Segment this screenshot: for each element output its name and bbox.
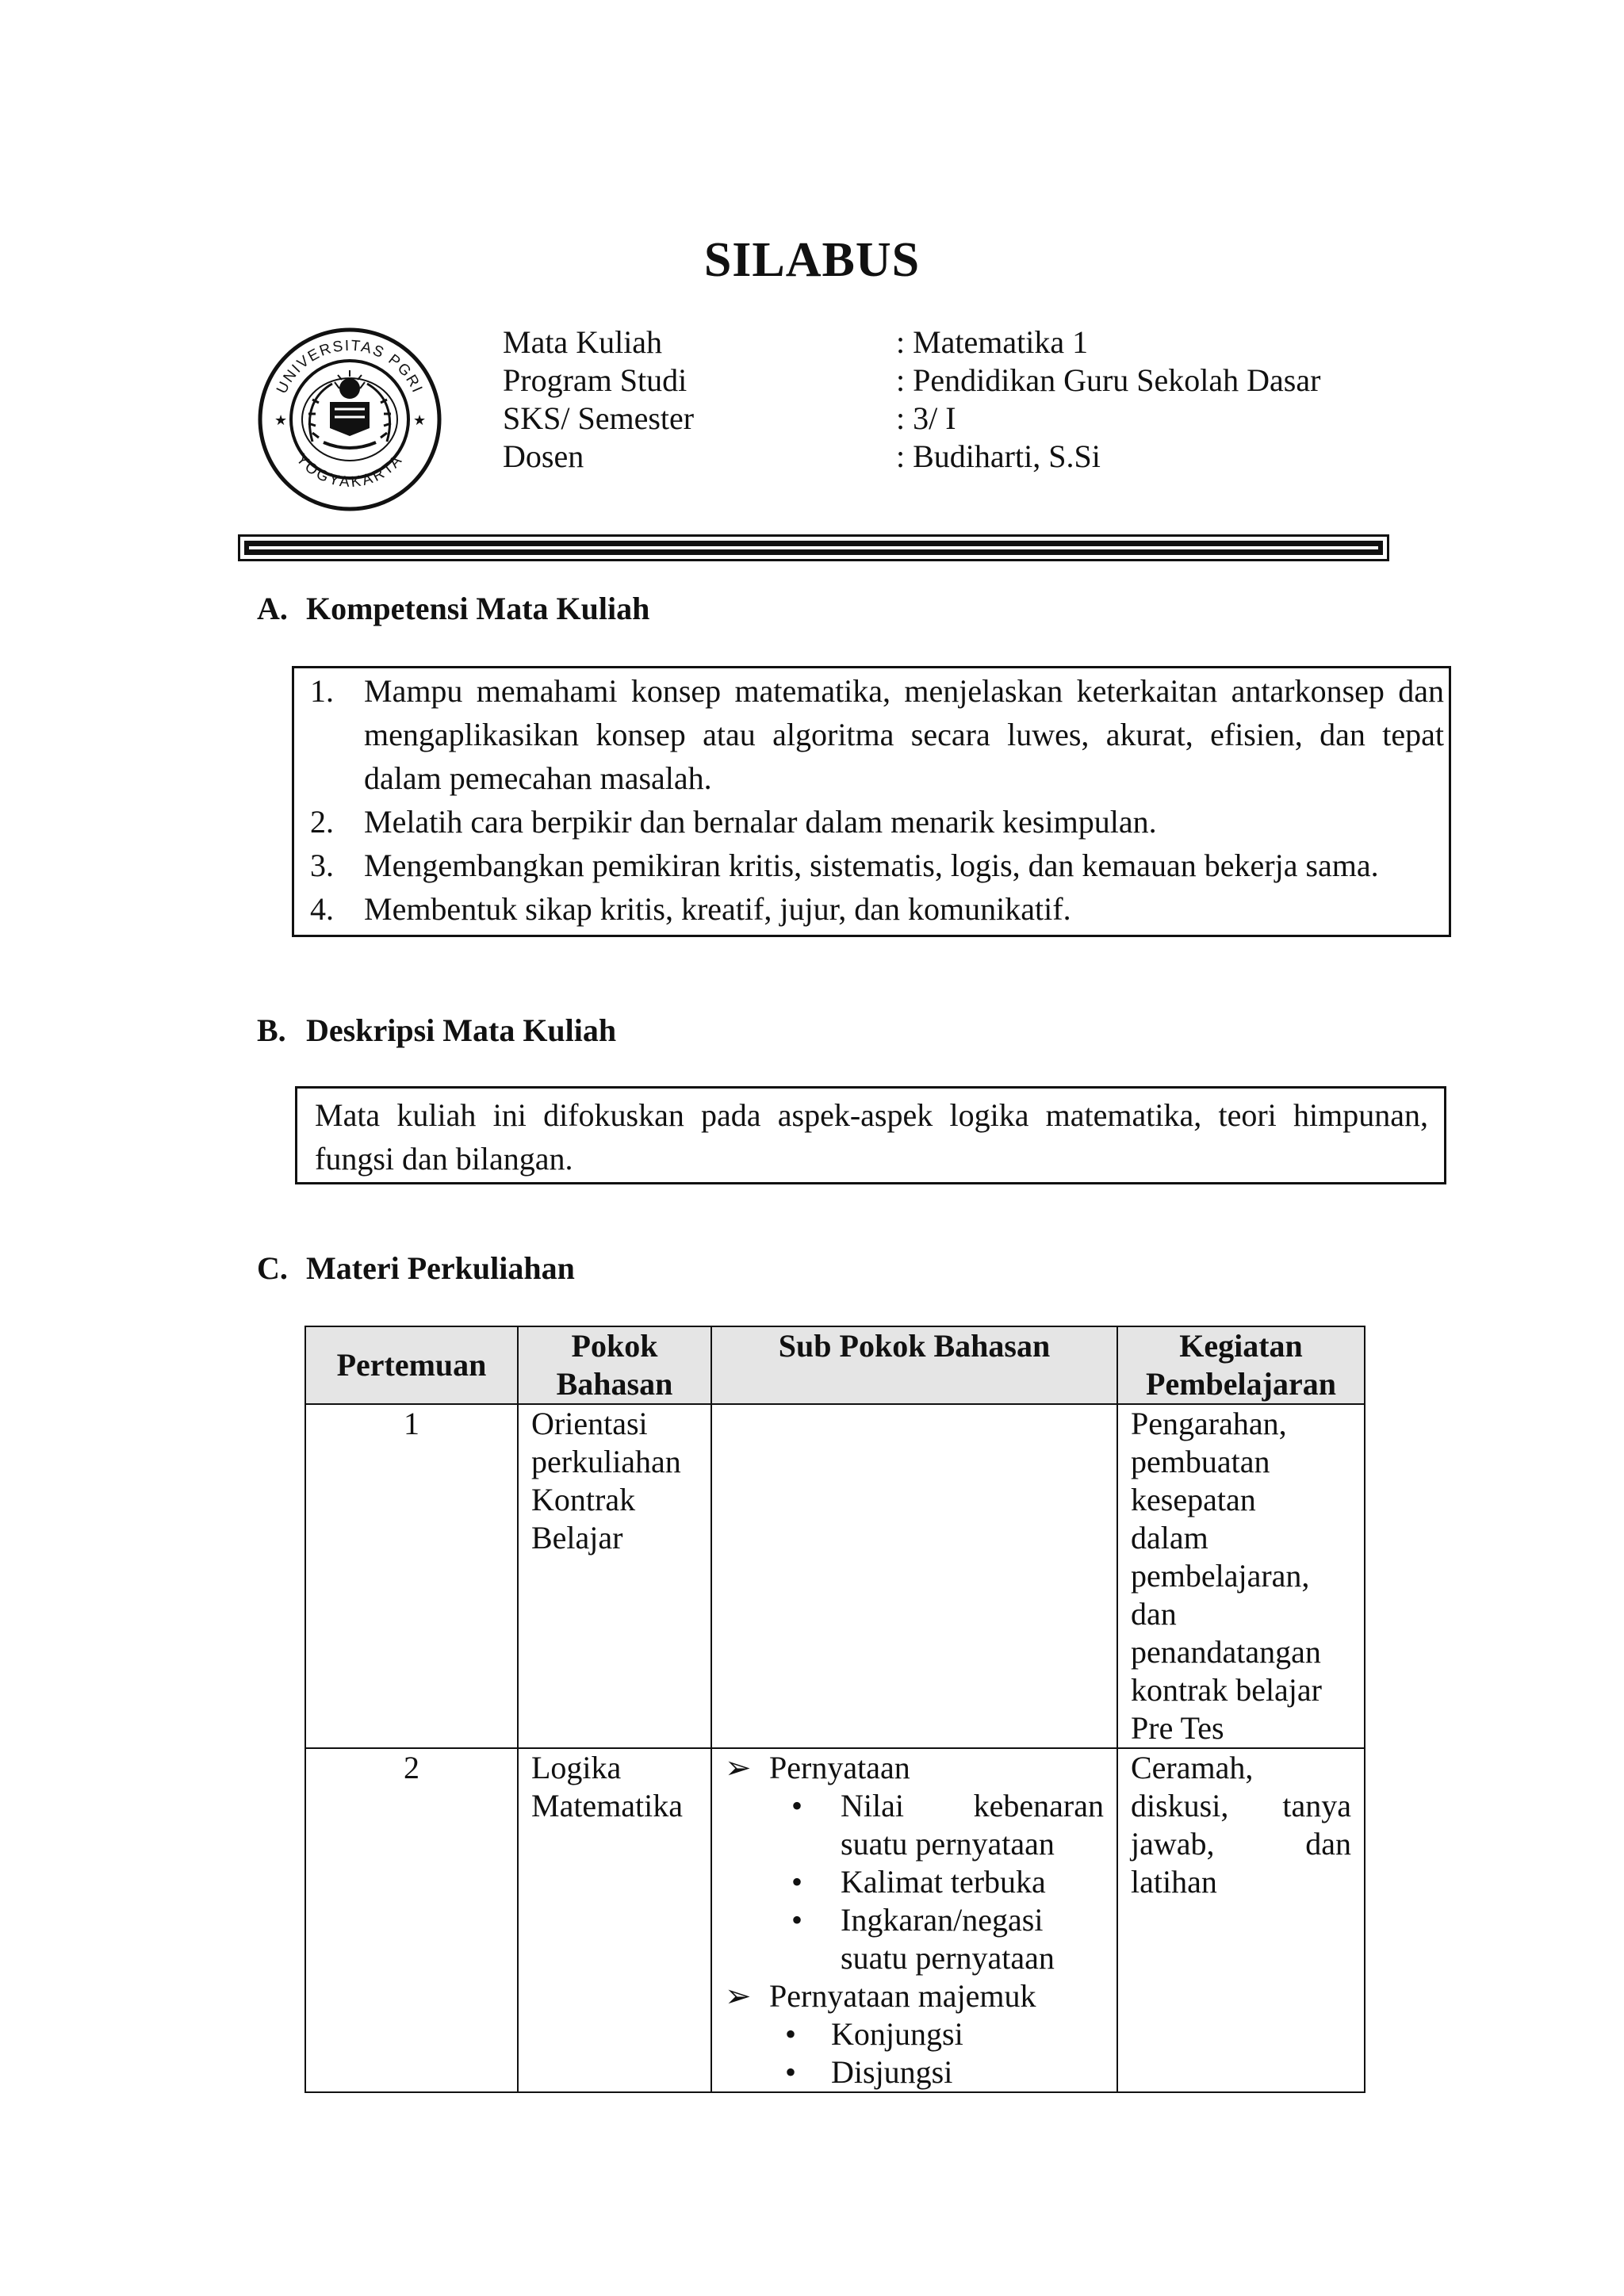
info-row-sks-semester (503, 400, 1320, 438)
sub-topic-label: Pernyataan majemuk (769, 1978, 1036, 2014)
svg-text:YOGYAKARTA: YOGYAKARTA (293, 450, 407, 492)
bullet-text: Konjungsi (831, 2016, 963, 2052)
info-value: : Budiharti, S.Si (896, 438, 1101, 474)
cell-pokok-bahasan (518, 1404, 711, 1748)
info-label: Program Studi (503, 362, 688, 398)
item-number: 3. (310, 848, 334, 883)
column-header-sub-pokok-bahasan: Sub Pokok Bahasan (711, 1326, 1117, 1404)
bullet-icon: • (785, 2016, 797, 2052)
section-title: Materi Perkuliahan (306, 1250, 575, 1286)
cell-line: Ceramah, (1131, 1750, 1254, 1785)
item-number: 1. (310, 673, 334, 709)
description-box (295, 1086, 1446, 1184)
info-label: Dosen (503, 438, 584, 474)
cell-kegiatan (1117, 1404, 1365, 1748)
info-row-mata-kuliah (503, 323, 1320, 362)
list-item (299, 844, 1444, 887)
cell-pertemuan: 1 (305, 1404, 518, 1748)
table-row (305, 1404, 1365, 1748)
sub-topic-bullet (725, 1863, 1104, 1901)
bullet-text: Nilai kebenaran (841, 1788, 1104, 1823)
cell-line: pembelajaran, (1131, 1558, 1310, 1594)
info-label: Mata Kuliah (503, 324, 663, 360)
cell-line: dan (1131, 1596, 1177, 1632)
cell-line: kontrak belajar (1131, 1672, 1322, 1708)
bullet-text: Disjungsi (831, 2054, 953, 2090)
info-label: SKS/ Semester (503, 400, 695, 436)
section-title: Kompetensi Mata Kuliah (306, 591, 650, 626)
arrow-bullet-icon: ➢ (725, 1978, 752, 2014)
table-header-row (305, 1326, 1365, 1404)
cell-line: Pre Tes (1131, 1710, 1224, 1746)
cell-line: Kontrak (531, 1482, 636, 1517)
competency-list (299, 669, 1444, 931)
item-text: Melatih cara berpikir dan bernalar dalam menarik kesimpulan. (364, 804, 1157, 840)
section-c-heading (257, 1249, 575, 1287)
sub-topic-bullet (725, 2015, 1104, 2053)
item-number: 2. (310, 804, 334, 840)
section-letter: B. (257, 1012, 286, 1048)
table-row (305, 1748, 1365, 2092)
svg-text:★: ★ (274, 412, 288, 428)
info-row-program-studi (503, 362, 1320, 400)
course-info (503, 323, 1320, 476)
sub-topic-bullet (725, 2053, 1104, 2091)
section-letter: C. (257, 1250, 288, 1286)
item-text: Mengembangkan pemikiran kritis, sistematis, logis, dan kemauan bekerja sama. (364, 848, 1379, 883)
item-text: Mampu memahami konsep matematika, menjelaskan keterkaitan antarkonsep dan mengaplikasikan konsep atau algoritma secara luwes, akurat, efisien, dan tepat dalam pemecahan masalah. (364, 673, 1444, 796)
bullet-icon: • (791, 1864, 803, 1900)
cell-line: kesepatan (1131, 1482, 1256, 1517)
bullet-icon: • (785, 2054, 797, 2090)
svg-text:★: ★ (413, 412, 427, 428)
cell-pertemuan: 2 (305, 1748, 518, 2092)
sub-topic-bullet (725, 1787, 1104, 1863)
sub-topic-item (725, 1977, 1104, 2015)
section-b-heading (257, 1012, 616, 1049)
section-a-heading (257, 590, 649, 627)
description-text: Mata kuliah ini difokuskan pada aspek-aspek logika matematika, teori himpunan, fungsi dan bilangan. (315, 1097, 1428, 1177)
list-item (299, 669, 1444, 800)
header-divider (238, 534, 1389, 561)
cell-line: Pengarahan, (1131, 1406, 1287, 1441)
bullet-icon: • (791, 1902, 803, 1938)
arrow-bullet-icon: ➢ (725, 1750, 752, 1785)
info-value: : 3/ I (896, 400, 956, 436)
list-item (299, 887, 1444, 931)
cell-line: diskusi, tanya (1131, 1788, 1351, 1823)
column-header-kegiatan: Kegiatan Pembelajaran (1117, 1326, 1365, 1404)
bullet-text: Kalimat terbuka (841, 1864, 1046, 1900)
cell-line: latihan (1131, 1864, 1217, 1900)
item-text: Membentuk sikap kritis, kreatif, jujur, dan komunikatif. (364, 891, 1071, 927)
column-header-pokok-bahasan: Pokok Bahasan (518, 1326, 711, 1404)
cell-kegiatan (1117, 1748, 1365, 2092)
cell-line: perkuliahan (531, 1444, 681, 1479)
sub-topic-label: Pernyataan (769, 1750, 910, 1785)
svg-text:UNIVERSITAS PGRI: UNIVERSITAS PGRI (274, 337, 426, 396)
cell-line: Orientasi (531, 1406, 648, 1441)
bullet-text: Ingkaran/negasi (841, 1902, 1044, 1938)
sub-topic-item (725, 1749, 1104, 1787)
info-value: : Pendidikan Guru Sekolah Dasar (896, 362, 1321, 398)
cell-line: Belajar (531, 1520, 623, 1556)
section-title: Deskripsi Mata Kuliah (306, 1012, 617, 1048)
cell-line: Logika (531, 1750, 622, 1785)
section-letter: A. (257, 591, 288, 626)
university-logo (257, 327, 442, 512)
list-item (299, 800, 1444, 844)
competency-box (292, 666, 1451, 937)
item-number: 4. (310, 891, 334, 927)
cell-line: penandatangan (1131, 1634, 1321, 1670)
sub-topic-bullet (725, 1901, 1104, 1977)
document-title: SILABUS (703, 233, 921, 287)
cell-sub-pokok-bahasan (711, 1404, 1117, 1748)
cell-line: pembuatan (1131, 1444, 1270, 1479)
bullet-text: suatu pernyataan (841, 1940, 1055, 1976)
cell-line: dalam (1131, 1520, 1208, 1556)
cell-sub-pokok-bahasan (711, 1748, 1117, 2092)
cell-pokok-bahasan (518, 1748, 711, 2092)
bullet-icon: • (791, 1788, 803, 1823)
bullet-text: suatu pernyataan (841, 1826, 1055, 1862)
info-value: : Matematika 1 (896, 324, 1089, 360)
materi-table (304, 1326, 1365, 2093)
cell-line: Matematika (531, 1788, 684, 1823)
cell-line: jawab, dan (1131, 1826, 1351, 1862)
column-header-pertemuan: Pertemuan (305, 1326, 518, 1404)
info-row-dosen (503, 438, 1320, 476)
